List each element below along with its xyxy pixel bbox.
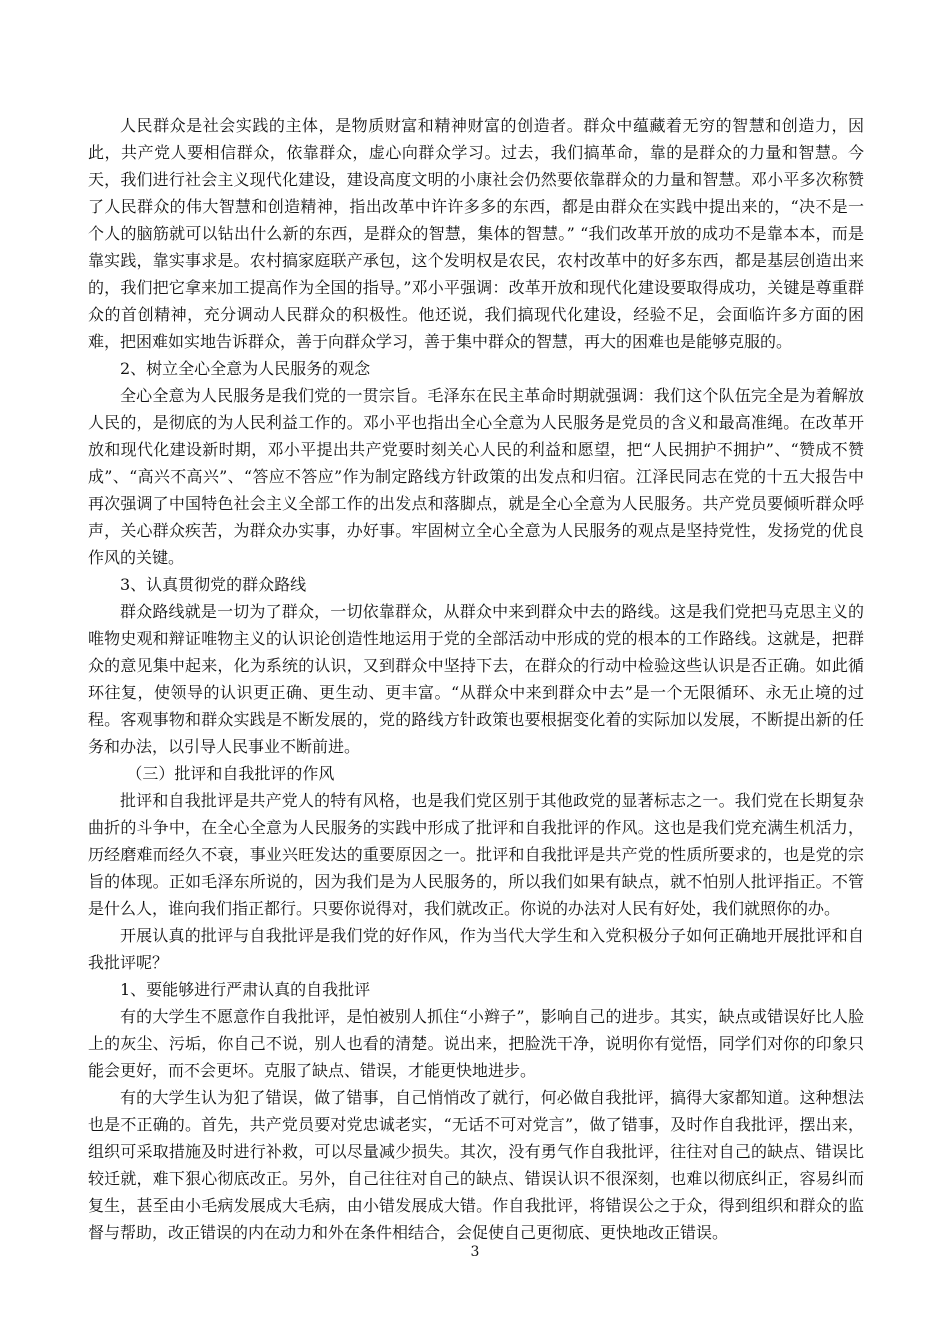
paragraph-self-criticism-1: 有的大学生不愿意作自我批评，是怕被别人抓住“小辫子”，影响自己的进步。其实，缺点或错误好比人脸上的灰尘、污垢，你自己不说，别人也看的清楚。说出来，把脸洗干净，说明你有觉悟，同学们对你的印象只能会更好，而不会更坏。克服了缺点、错误，才能更快地进步。 <box>88 1007 864 1080</box>
paragraph-mass-line: 群众路线就是一切为了群众，一切依靠群众，从群众中来到群众中去的路线。这是我们党把马克思主义的唯物史观和辩证唯物主义的认识论创造性地运用于党的全部活动中形成的党的根本的工作路线。这就是，把群众的意见集中起来，化为系统的认识，又到群众中坚持下去，在群众的行动中检验这些认识是否正确。如此循环往复，使领导的认识更正确、更生动、更丰富。“从群众中来到群众中去”是一个无限循环、永无止境的过程。客观事物和群众实践是不断发展的，党的路线方针政策也要根据变化着的实际加以发展，不断提出新的任务和办法，以引导人民事业不断前进。 <box>88 602 864 756</box>
paragraph-serve-people: 全心全意为人民服务是我们党的一贯宗旨。毛泽东在民主革命时期就强调：我们这个队伍完全是为着解放人民的，是彻底的为人民利益工作的。邓小平也指出全心全意为人民服务是党员的含义和最高准绳。在改革开放和现代化建设新时期，邓小平提出共产党要时刻关心人民的利益和愿望，把“人民拥护不拥护”、“赞成不赞成”、“高兴不高兴”、“答应不答应”作为制定路线方针政策的出发点和归宿。江泽民同志在党的十五大报告中再次强调了中国特色社会主义全部工作的出发点和落脚点，就是全心全意为人民服务。共产党员要倾听群众呼声，关心群众疾苦，为群众办实事，办好事。牢固树立全心全意为人民服务的观点是坚持党性，发扬党的优良作风的关键。 <box>88 386 864 567</box>
heading-criticism-section: （三）批评和自我批评的作风 <box>126 764 335 783</box>
page-number: 3 <box>470 1244 480 1260</box>
heading-mass-line: 3、认真贯彻党的群众路线 <box>120 575 307 594</box>
paragraph-masses-wisdom: 人民群众是社会实践的主体，是物质财富和精神财富的创造者。群众中蕴藏着无穷的智慧和创造力，因此，共产党人要相信群众，依靠群众，虚心向群众学习。过去，我们搞革命，靠的是群众的力量和智慧。今天，我们进行社会主义现代化建设，建设高度文明的小康社会仍然要依靠群众的力量和智慧。邓小平多次称赞了人民群众的伟大智慧和创造精神，指出改革中许许多多的东西，都是由群众在实践中提出来的，“决不是一个人的脑筋就可以钻出什么新的东西，是群众的智慧，集体的智慧。” “我们改革开放的成功不是靠本本，而是靠实践，靠实事求是。农村搞家庭联产承包，这个发明权是农民，农村改革中的好多东西，都是基层创造出来的，我们把它拿来加工提高作为全国的指导。”邓小平强调：改革开放和现代化建设要取得成功，关键是尊重群众的首创精神，充分调动人民群众的积极性。他还说，我们搞现代化建设，经验不足，会面临许多方面的困难，把困难如实地告诉群众，善于向群众学习，善于集中群众的智慧，再大的困难也是能够克服的。 <box>88 116 864 351</box>
paragraph-criticism-question: 开展认真的批评与自我批评是我们党的好作风，作为当代大学生和入党积极分子如何正确地开展批评和自我批评呢？ <box>88 926 864 972</box>
heading-serve-people: 2、树立全心全意为人民服务的观念 <box>120 359 371 378</box>
document-body <box>88 112 864 1246</box>
paragraph-self-criticism-2: 有的大学生认为犯了错误，做了错事，自己悄悄改了就行，何必做自我批评，搞得大家都知道。这种想法也是不正确的。首先，共产党员要对党忠诚老实，“无话不可对党言”，做了错事，及时作自我批评，摆出来，组织可采取措施及时进行补救，可以尽量减少损失。其次，没有勇气作自我批评，往往对自己的缺点、错误比较迁就，难下狠心彻底改正。另外，自己往往对自己的缺点、错误认识不很深刻，也难以彻底纠正，容易纠而复生，甚至由小毛病发展成大毛病，由小错发展成大错。作自我批评，将错误公之于众，得到组织和群众的监督与帮助，改正错误的内在动力和外在条件相结合，会促使自己更彻底、更快地改正错误。 <box>88 1088 864 1242</box>
paragraph-criticism-style: 批评和自我批评是共产党人的特有风格，也是我们党区别于其他政党的显著标志之一。我们党在长期复杂曲折的斗争中，在全心全意为人民服务的实践中形成了批评和自我批评的作风。这也是我们党充满生机活力，历经磨难而经久不衰，事业兴旺发达的重要原因之一。批评和自我批评是共产党的性质所要求的，也是党的宗旨的体现。正如毛泽东所说的，因为我们是为人民服务的，所以我们如果有缺点，就不怕别人批评指正。不管是什么人，谁向我们指正都行。只要你说得对，我们就改正。你说的办法对人民有好处，我们就照你的办。 <box>88 791 864 918</box>
heading-self-criticism: 1、要能够进行严肃认真的自我批评 <box>120 980 371 999</box>
